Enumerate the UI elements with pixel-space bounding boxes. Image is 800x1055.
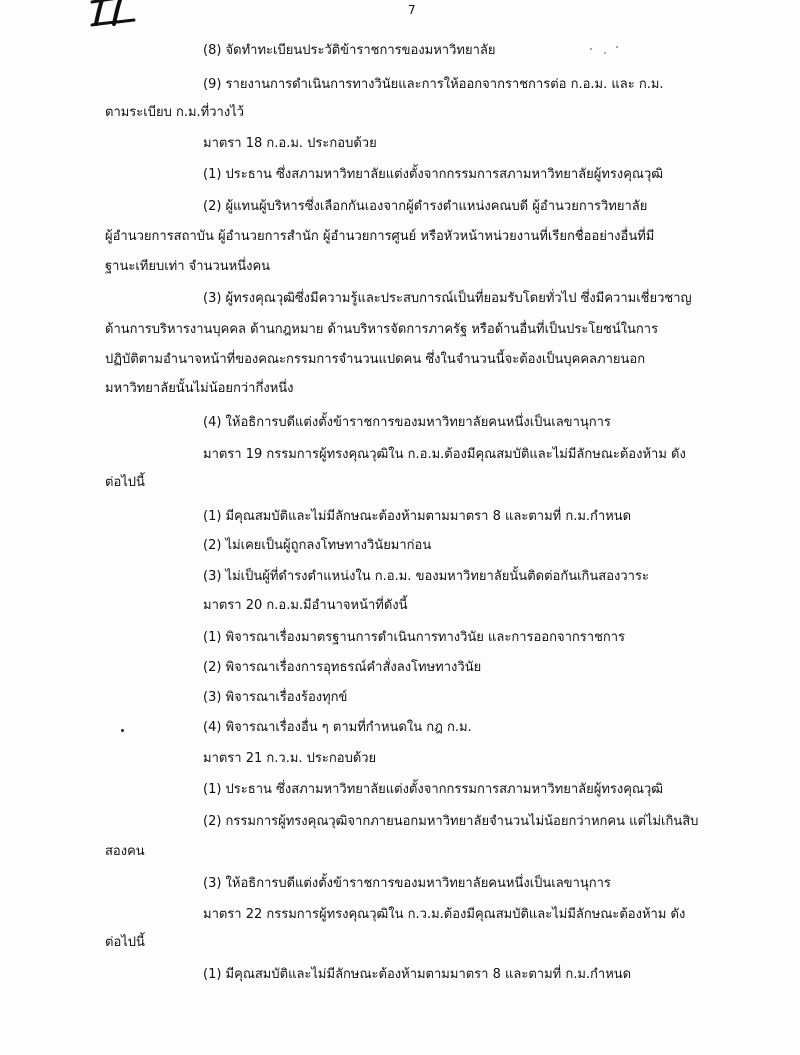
section-heading: มาตรา 22 กรรมการผู้ทรงคุณวุฒิใน ก.ว.ม.ต้องมีคุณสมบัติและไม่มีลักษณะต้องห้าม ดัง xyxy=(203,907,686,922)
scan-speck xyxy=(604,52,606,54)
text-line: (8) จัดทำทะเบียนประวัติข้าราชการของมหาวิทยาลัย xyxy=(203,43,496,58)
scan-speck xyxy=(121,729,124,732)
text-line: (3) ผู้ทรงคุณวุฒิซึ่งมีความรู้และประสบการณ์เป็นที่ยอมรับโดยทั่วไป ซึ่งมีความเชี่ยวชาญ xyxy=(203,291,692,306)
text-line: (9) รายงานการดำเนินการทางวินัยและการให้ออกจากราชการต่อ ก.อ.ม. และ ก.ม. xyxy=(203,77,664,92)
text-line: (1) ประธาน ซึ่งสภามหาวิทยาลัยแต่งตั้งจากกรรมการสภามหาวิทยาลัยผู้ทรงคุณวุฒิ xyxy=(203,782,664,797)
text-line: (4) พิจารณาเรื่องอื่น ๆ ตามที่กำหนดใน กฎ ก.ม. xyxy=(203,720,472,735)
text-line: (3) ไม่เป็นผู้ที่ดำรงตำแหน่งใน ก.อ.ม. ของมหาวิทยาลัยนั้นติดต่อกันเกินสองวาระ xyxy=(203,569,649,584)
text-line: (1) มีคุณสมบัติและไม่มีลักษณะต้องห้ามตามมาตรา 8 และตามที่ ก.ม.กำหนด xyxy=(203,509,632,524)
text-line: (3) ให้อธิการบดีแต่งตั้งข้าราชการของมหาวิทยาลัยคนหนึ่งเป็นเลขานุการ xyxy=(203,876,611,891)
text-line: มหาวิทยาลัยนั้นไม่น้อยกว่ากึ่งหนึ่ง xyxy=(105,381,294,396)
text-line: (2) ผู้แทนผู้บริหารซึ่งเลือกกันเองจากผู้ดำรงตำแหน่งคณบดี ผู้อำนวยการวิทยาลัย xyxy=(203,199,648,214)
scan-speck xyxy=(616,46,618,48)
text-line: ฐานะเทียบเท่า จำนวนหนึ่งคน xyxy=(105,259,271,274)
text-line: ตามระเบียบ ก.ม.ที่วางไว้ xyxy=(105,105,245,120)
text-line: ต่อไปนี้ xyxy=(105,475,145,490)
section-heading: มาตรา 19 กรรมการผู้ทรงคุณวุฒิใน ก.อ.ม.ต้องมีคุณสมบัติและไม่มีลักษณะต้องห้าม ดัง xyxy=(203,447,686,462)
text-line: ปฏิบัติตามอำนาจหน้าที่ของคณะกรรมการจำนวนแปดคน ซึ่งในจำนวนนี้จะต้องเป็นบุคคลภายนอก xyxy=(105,352,646,367)
text-line: (1) พิจารณาเรื่องมาตรฐานการดำเนินการทางวินัย และการออกจากราชการ xyxy=(203,630,626,645)
handwritten-mark xyxy=(88,0,152,30)
text-line: ด้านการบริหารงานบุคคล ด้านกฎหมาย ด้านบริหารจัดการภาครัฐ หรือด้านอื่นที่เป็นประโยชน์ในการ xyxy=(105,322,659,337)
text-line: (2) พิจารณาเรื่องการอุทธรณ์คำสั่งลงโทษทางวินัย xyxy=(203,660,482,675)
section-heading: มาตรา 18 ก.อ.ม. ประกอบด้วย xyxy=(203,136,377,151)
scan-speck xyxy=(590,48,592,50)
text-line: (1) ประธาน ซึ่งสภามหาวิทยาลัยแต่งตั้งจากกรรมการสภามหาวิทยาลัยผู้ทรงคุณวุฒิ xyxy=(203,167,664,182)
text-line: (4) ให้อธิการบดีแต่งตั้งข้าราชการของมหาวิทยาลัยคนหนึ่งเป็นเลขานุการ xyxy=(203,415,611,430)
text-line: ต่อไปนี้ xyxy=(105,935,145,950)
page-number: 7 xyxy=(408,3,416,17)
text-line: (2) กรรมการผู้ทรงคุณวุฒิจากภายนอกมหาวิทยาลัยจำนวนไม่น้อยกว่าหกคน แต่ไม่เกินสิบ xyxy=(203,814,699,829)
text-line: (3) พิจารณาเรื่องร้องทุกข์ xyxy=(203,690,348,705)
section-heading: มาตรา 20 ก.อ.ม.มีอำนาจหน้าที่ดังนี้ xyxy=(203,598,408,613)
section-heading: มาตรา 21 ก.ว.ม. ประกอบด้วย xyxy=(203,751,377,766)
text-line: ผู้อำนวยการสถาบัน ผู้อำนวยการสำนัก ผู้อำนวยการศูนย์ หรือหัวหน้าหน่วยงานที่เรียกชื่ออย่างอื่นที่มี xyxy=(105,229,655,244)
text-line: สองคน xyxy=(105,844,145,859)
text-line: (1) มีคุณสมบัติและไม่มีลักษณะต้องห้ามตามมาตรา 8 และตามที่ ก.ม.กำหนด xyxy=(203,967,632,982)
text-line: (2) ไม่เคยเป็นผู้ถูกลงโทษทางวินัยมาก่อน xyxy=(203,538,432,553)
